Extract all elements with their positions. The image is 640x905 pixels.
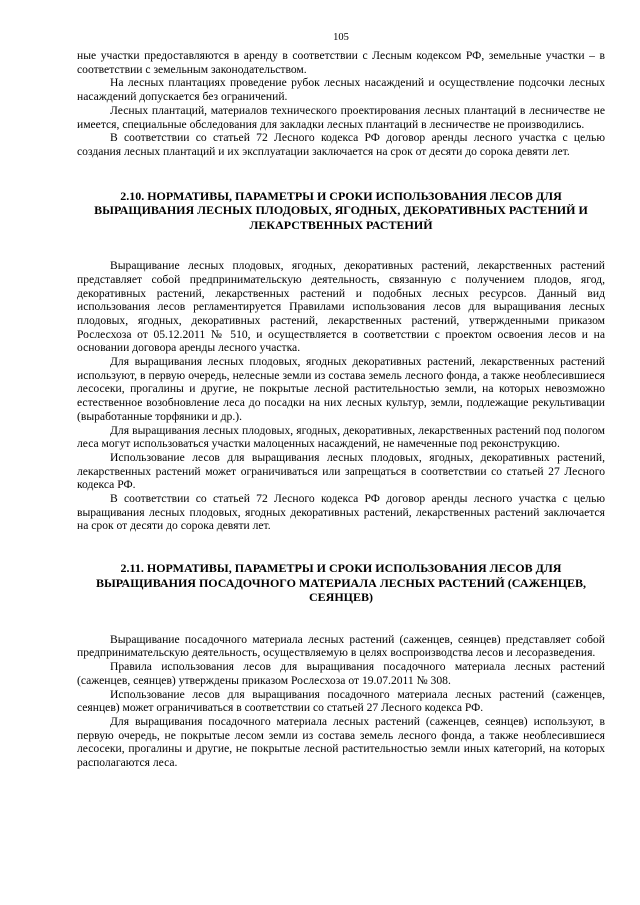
paragraph: Для выращивания лесных плодовых, ягодных, декоративных, лекарственных растений под пологом леса могут использоваться участки малоценных насаждений, не намеченные под реконструкцию. bbox=[77, 423, 605, 451]
document-page bbox=[77, 0, 605, 905]
paragraph: Выращивание посадочного материала лесных растений (саженцев, сеянцев) представляет собой предпринимательскую деятельность, осуществляемую в целях воспроизводства лесов и лесоразведения. bbox=[77, 632, 605, 660]
intro-section bbox=[77, 49, 605, 159]
paragraph: Для выращивания лесных плодовых, ягодных декоративных растений, лекарственных растений используют, в первую очередь, нелесные земли из состава земель лесного фонда, а также необлесившиеся лесосеки, прогалины и другие, не покрытые лесной растительностью земли, на которых невозможно естественное возобновление леса до посадки на них лесных культур, земли, подлежащие рекультивации (выработанные торфяники и др.). bbox=[77, 355, 605, 423]
paragraph: Для выращивания посадочного материала лесных растений (саженцев, сеянцев) используют, в первую очередь, не покрытые лесом земли из состава земель лесного фонда, а также необлесившиеся лесосеки, прогалины и другие, не покрытые лесной растительностью земли иных категорий, на которых располагаются леса. bbox=[77, 714, 605, 770]
section-2-10 bbox=[77, 259, 605, 533]
page-number: 105 bbox=[333, 32, 349, 43]
paragraph: В соответствии со статьей 72 Лесного кодекса РФ договор аренды лесного участка с целью выращивания лесных плодовых, ягодных декоративных растений, лекарственных растений заключается на срок от десяти до сорока девяти лет. bbox=[77, 492, 605, 533]
section-2-11 bbox=[77, 633, 605, 770]
paragraph: В соответствии со статьей 72 Лесного кодекса РФ договор аренды лесного участка с целью создания лесных плантаций и их эксплуатации заключается на срок от десяти до сорока девяти лет. bbox=[77, 131, 605, 158]
section-heading-2-10: 2.10. НОРМАТИВЫ, ПАРАМЕТРЫ И СРОКИ ИСПОЛЬЗОВАНИЯ ЛЕСОВ ДЛЯ ВЫРАЩИВАНИЯ ЛЕСНЫХ ПЛОДОВЫХ, ЯГОДНЫХ, ДЕКОРАТИВНЫХ РАСТЕНИЙ И ЛЕКАРСТВЕННЫХ РАСТЕНИЙ bbox=[94, 188, 588, 232]
paragraph: На лесных плантациях проведение рубок лесных насаждений и осуществление подсочки лесных насаждений допускается без ограничений. bbox=[77, 76, 605, 104]
page-content bbox=[77, 49, 605, 770]
paragraph: ные участки предоставляются в аренду в соответствии с Лесным кодексом РФ, земельные участки – в соответствии с земельным законодательством. bbox=[77, 49, 605, 76]
section-heading-2-11: 2.11. НОРМАТИВЫ, ПАРАМЕТРЫ И СРОКИ ИСПОЛЬЗОВАНИЯ ЛЕСОВ ДЛЯ ВЫРАЩИВАНИЯ ПОСАДОЧНОГО МАТЕРИАЛА ЛЕСНЫХ РАСТЕНИЙ (САЖЕНЦЕВ, СЕЯНЦЕВ) bbox=[95, 561, 587, 605]
paragraph: Правила использования лесов для выращивания посадочного материала лесных растений (саженцев, сеянцев) утверждены приказом Рослесхоза от 19.07.2011 № 308. bbox=[77, 660, 605, 687]
paragraph: Использование лесов для выращивания посадочного материала лесных растений (саженцев, сеянцев) может ограничиваться в соответствии со статьей 27 Лесного кодекса РФ. bbox=[77, 687, 605, 715]
paragraph: Использование лесов для выращивания лесных плодовых, ягодных, декоративных растений, лекарственных растений может ограничиваться или запрещаться в соответствии со статьей 27 Лесного кодекса РФ. bbox=[77, 450, 605, 492]
paragraph: Выращивание лесных плодовых, ягодных, декоративных растений, лекарственных растений представляет собой предпринимательскую деятельность, связанную с получением плодов, ягод, декоративных растений, лекарственных растений и подобных лесных ресурсов. Данный вид использования лесов регламентируется Правилами использования лесов для выращивания лесных плодовых, ягодных, декоративных растений, лекарственных растений, утвержденными приказом Рослесхоза от 05.12.2011 № 510, и осуществляется в соответствии с проектом освоения лесов и на основании договора аренды лесного участка. bbox=[77, 259, 605, 355]
paragraph: Лесных плантаций, материалов технического проектирования лесных плантаций в лесничестве не имеется, специальные обследования для закладки лесных плантаций в лесничестве не производились. bbox=[77, 103, 605, 131]
